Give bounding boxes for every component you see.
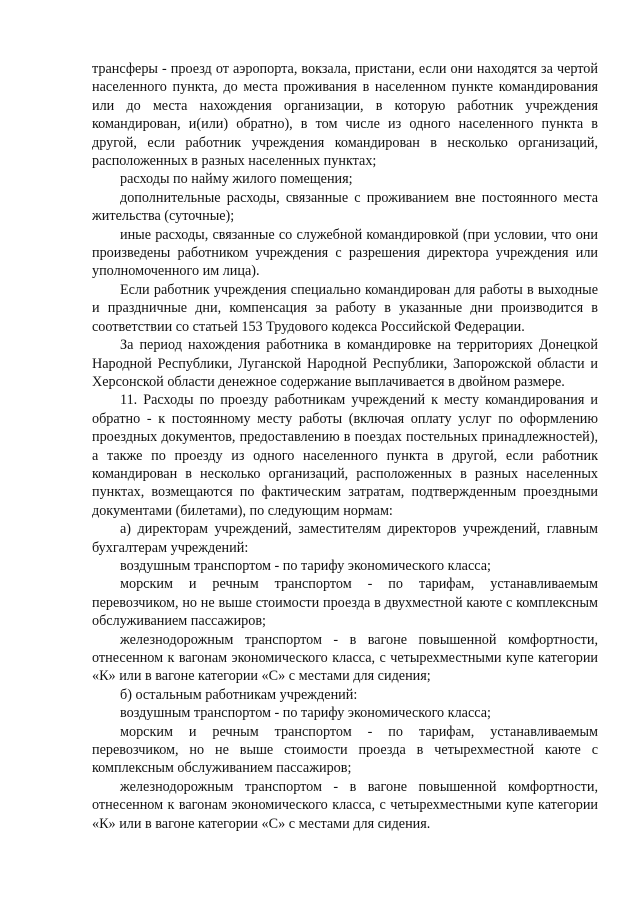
paragraph-transfers: трансферы - проезд от аэропорта, вокзала, пристани, если они находятся за чертой населенного пункта, до места проживания в населенном пункте командирования или до места нахождения организации, в которую работник учреждения командирован, и(или) обратно), в том числе из одного населенного пункта в другой, если работник учреждения командирован в несколько организаций, расположенных в разных населенных пунктах; (92, 61, 598, 170)
paragraph-holiday-work: Если работник учреждения специально командирован для работы в выходные и праздничные дни, компенсация за работу в указанные дни производится в соответствии со статьей 153 Трудового кодекса Российской Федерации. (92, 281, 598, 335)
paragraph-housing: расходы по найму жилого помещения; (120, 171, 353, 188)
paragraph-directors: а) директорам учреждений, заместителям директоров учреждений, главным бухгалтерам учреждений: (92, 521, 598, 556)
paragraph-directors-air: воздушным транспортом - по тарифу экономического класса; (120, 557, 491, 574)
paragraph-double-pay: За период нахождения работника в командировке на территориях Донецкой Народной Республики, Луганской Народной Республики, Запорожской области и Херсонской области денежное содержание выплачивается в двойном размере. (92, 337, 598, 390)
paragraph-directors-rail: железнодорожным транспортом - в вагоне повышенной комфортности, отнесенном к вагонам экономического класса, с четырехместными купе категории «К» или в вагоне категории «С» с местами для сидения; (92, 631, 598, 685)
paragraph-item-11: 11. Расходы по проезду работникам учреждений к месту командирования и обратно - к постоянному месту работы (включая оплату услуг по оформлению проездных документов, предоставлению в поездах постельных принадлежностей), а также по проезду из одного населенного пункта в другой, если работник командирован в несколько организаций, расположенных в разных населенных пунктах, возмещаются по фактическим затратам, подтвержденным проездными документами (билетами), по следующим нормам: (92, 392, 598, 519)
paragraph-directors-sea: морским и речным транспортом - по тарифам, устанавливаемым перевозчиком, но не выше стоимости проезда в двухместной каюте с комплексным обслуживанием пассажиров; (92, 576, 598, 630)
document-page (92, 60, 598, 833)
paragraph-staff-rail: железнодорожным транспортом - в вагоне повышенной комфортности, отнесенном к вагонам экономического класса, с четырехместными купе категории «К» или в вагоне категории «С» с местами для сидения. (92, 778, 598, 832)
paragraph-other-staff: б) остальным работникам учреждений: (120, 686, 358, 703)
paragraph-other-expenses: иные расходы, связанные со служебной командировкой (при условии, что они произведены работником учреждения с разрешения директора учреждения или уполномоченного им лица). (92, 226, 598, 280)
paragraph-staff-sea: морским и речным транспортом - по тарифам, устанавливаемым перевозчиком, но не выше стоимости проезда в четырехместной каюте с комплексным обслуживанием пассажиров; (92, 723, 598, 777)
paragraph-staff-air: воздушным транспортом - по тарифу экономического класса; (120, 705, 491, 722)
paragraph-per-diem: дополнительные расходы, связанные с проживанием вне постоянного места жительства (суточные); (92, 189, 598, 225)
